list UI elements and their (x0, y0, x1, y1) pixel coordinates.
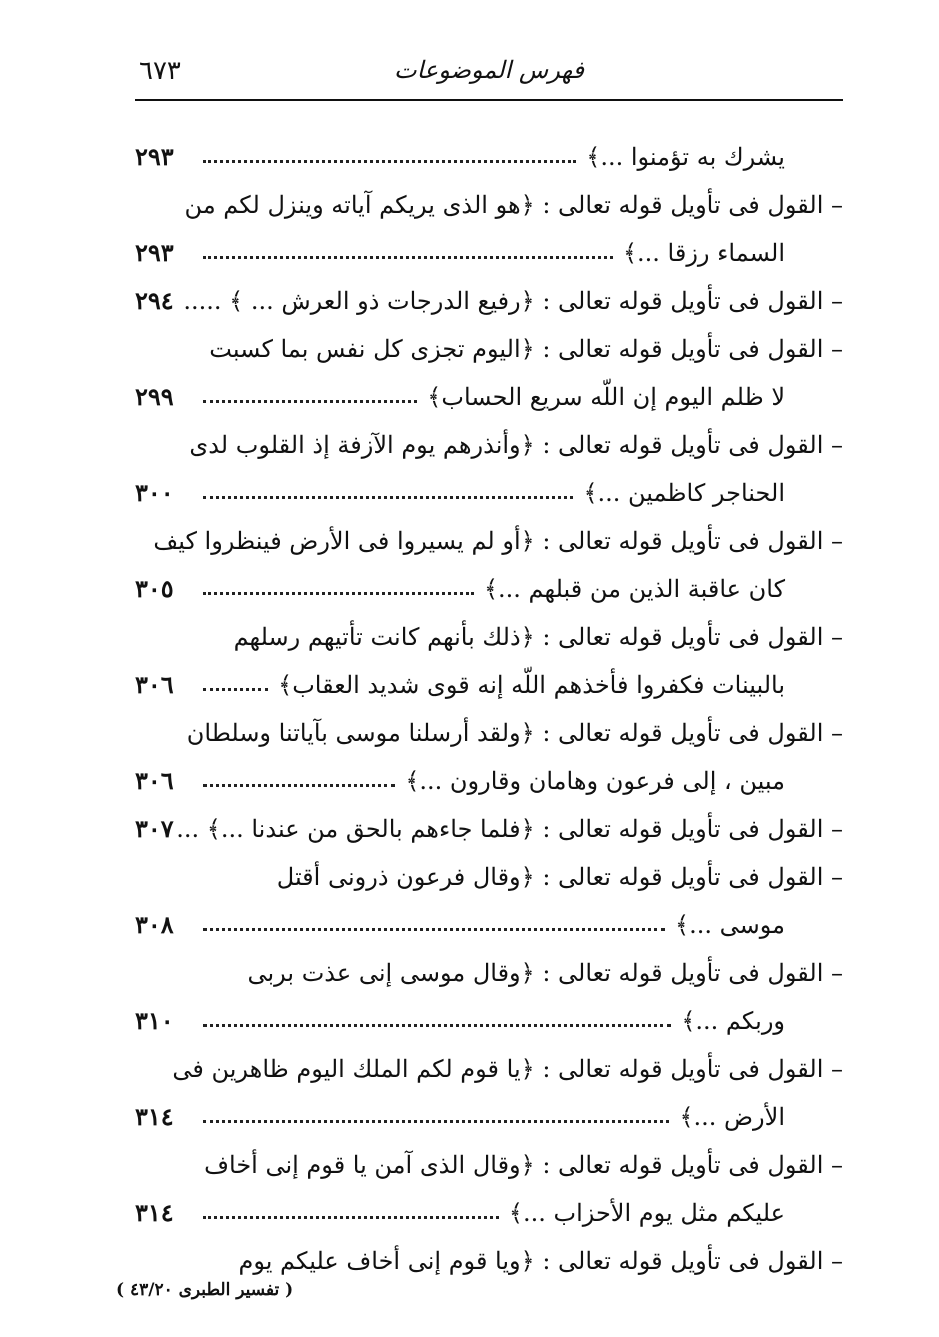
toc-entry-text: – القول فى تأويل قوله تعالى : ﴿يا قوم لكم الملك اليوم ظاهرين فى (172, 1055, 843, 1083)
toc-entry (135, 901, 843, 949)
toc-entry (135, 997, 843, 1045)
toc-entry-text: وربكم ...﴾ (681, 1007, 785, 1035)
toc-entry-text: موسى ...﴾ (675, 911, 785, 939)
toc-entry (135, 805, 843, 853)
toc-page-number: ٣٠٠ (135, 478, 174, 507)
toc-entry-text: – القول فى تأويل قوله تعالى : ﴿أو لم يسيروا فى الأرض فينظروا كيف (153, 527, 843, 555)
toc-entry-text: عليكم مثل يوم الأحزاب ...﴾ (508, 1199, 785, 1227)
footer-signature: ( تفسير الطبرى ٤٣/٢٠ ) (116, 1280, 294, 1300)
toc-entry (135, 1141, 843, 1189)
toc-entry (135, 709, 843, 757)
toc-entry (135, 517, 843, 565)
toc-entry (135, 133, 843, 181)
toc-entry (135, 1237, 843, 1285)
toc-entry (135, 853, 843, 901)
toc-entry (135, 757, 843, 805)
dot-leader (203, 253, 613, 259)
dot-leader (203, 781, 395, 787)
dot-leader (203, 589, 474, 595)
toc-entry-text: – القول فى تأويل قوله تعالى : ﴿ويا قوم إنى أخاف عليكم يوم (238, 1247, 843, 1275)
dot-leader (203, 1213, 499, 1219)
toc-page-number: ٢٩٤ (135, 286, 174, 315)
toc-entry (135, 613, 843, 661)
toc-page-number: ٣١٤ (135, 1198, 174, 1227)
dot-leader (203, 157, 576, 163)
toc-entry (135, 325, 843, 373)
toc-page-number: ٣٠٦ (135, 766, 174, 795)
toc-entry (135, 949, 843, 997)
toc-entry-text: لا ظلم اليوم إن اللّه سريع الحساب﴾ (427, 383, 785, 411)
page-number: ٦٧٣ (139, 56, 181, 86)
dot-leader (203, 925, 665, 931)
dot-leader (203, 493, 573, 499)
toc-entry-text: – القول فى تأويل قوله تعالى : ﴿وقال فرعون ذرونى أقتل (276, 863, 843, 891)
toc-entry (135, 565, 843, 613)
toc-page-number: ٣٠٦ (135, 670, 174, 699)
toc-entry-text: – القول فى تأويل قوله تعالى : ﴿وقال الذى آمن يا قوم إنى أخاف (204, 1151, 843, 1179)
toc-entry-text: – القول فى تأويل قوله تعالى : ﴿ولقد أرسلنا موسى بآياتنا وسلطان (186, 719, 843, 747)
toc-entry (135, 181, 843, 229)
toc-page-number: ٣٠٥ (135, 574, 174, 603)
toc-entry (135, 1093, 843, 1141)
dot-leader (203, 397, 417, 403)
toc-entry (135, 229, 843, 277)
toc-page-number: ٣١٠ (135, 1006, 174, 1035)
toc-entry (135, 1045, 843, 1093)
toc-entry-text: يشرك به تؤمنوا ...﴾ (586, 143, 785, 171)
toc-entry (135, 1189, 843, 1237)
toc-entry-text: – القول فى تأويل قوله تعالى : ﴿وأنذرهم يوم الآزفة إذ القلوب لدى (189, 431, 843, 459)
toc-entry (135, 661, 843, 709)
toc-entry (135, 373, 843, 421)
dot-leader (203, 1117, 669, 1123)
toc-entry-text: – القول فى تأويل قوله تعالى : ﴿فلما جاءهم بالحق من عندنا ...﴾ ... (176, 815, 843, 843)
toc-entry-text: الأرض ...﴾ (679, 1103, 785, 1131)
toc-entry-text: – القول فى تأويل قوله تعالى : ﴿رفيع الدرجات ذو العرش ... ﴾ ..... (183, 287, 843, 315)
header-rule (135, 99, 843, 101)
toc-page-number: ٢٩٩ (135, 382, 174, 411)
toc-entry (135, 277, 843, 325)
toc-page-number: ٢٩٣ (135, 238, 174, 267)
toc-entry-text: – القول فى تأويل قوله تعالى : ﴿وقال موسى إنى عذت بربى (247, 959, 843, 987)
toc-page-number: ٣٠٧ (135, 814, 174, 843)
toc-page-number: ٢٩٣ (135, 142, 174, 171)
toc-entry-text: السماء رزقا ...﴾ (622, 239, 785, 267)
toc-page-number: ٣١٤ (135, 1102, 174, 1131)
toc-entry-text: الحناجر كاظمين ...﴾ (583, 479, 785, 507)
toc-page-number: ٣٠٨ (135, 910, 174, 939)
toc-entry-text: بالبينات فكفروا فأخذهم اللّه إنه قوى شديد العقاب﴾ (278, 671, 785, 699)
toc-entry-text: – القول فى تأويل قوله تعالى : ﴿هو الذى يريكم آياته وينزل لكم من (184, 191, 843, 219)
toc-entry-text: مبين ، إلى فرعون وهامان وقارون ...﴾ (405, 767, 785, 795)
dot-leader (203, 1021, 671, 1027)
toc-entry (135, 469, 843, 517)
dot-leader (203, 685, 268, 691)
toc-entry-text: – القول فى تأويل قوله تعالى : ﴿ذلك بأنهم كانت تأتيهم رسلهم (233, 623, 843, 651)
page-title: فهرس الموضوعات (394, 56, 584, 84)
toc-entry-text: كان عاقبة الذين من قبلهم ...﴾ (483, 575, 785, 603)
toc-entry-text: – القول فى تأويل قوله تعالى : ﴿اليوم تجزى كل نفس بما كسبت (209, 335, 843, 363)
toc-list (135, 133, 843, 1293)
toc-entry (135, 421, 843, 469)
page-header (135, 56, 843, 96)
